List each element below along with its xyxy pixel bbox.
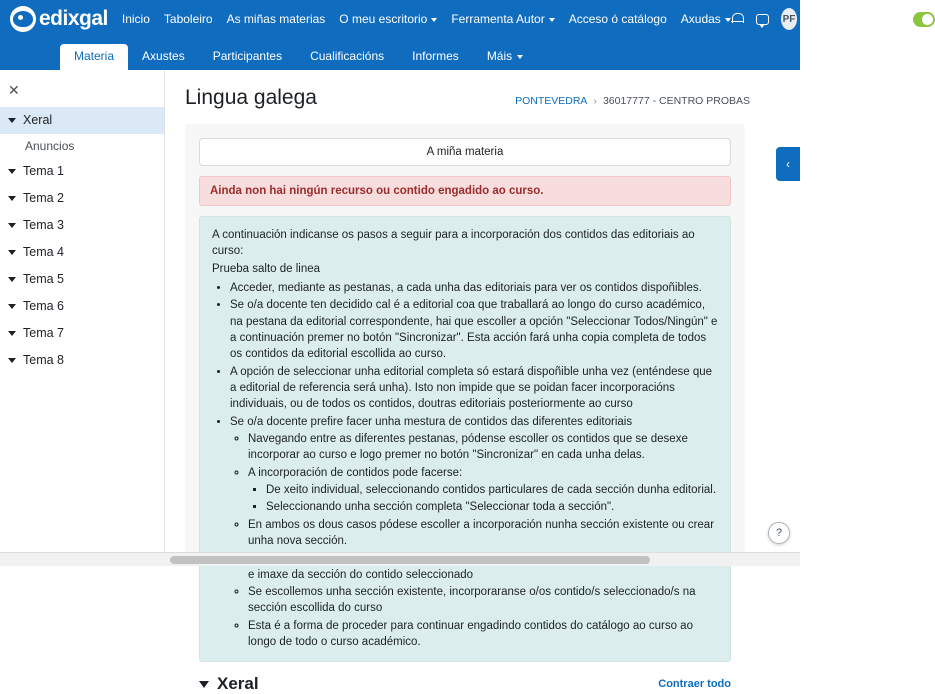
edit-mode-label: Modo de edición — [843, 5, 891, 33]
instruction-step-1: Acceder, mediante as pestanas, a cada unha das editoriais para ver os contidos dispoñibles. — [230, 281, 702, 294]
nav-item-taboleiro-label: Taboleiro — [163, 12, 213, 26]
tab-cualificacions-label: Cualificacións — [310, 49, 385, 63]
list-item — [230, 364, 718, 413]
chevron-down-icon[interactable] — [809, 18, 815, 22]
breadcrumb — [515, 95, 780, 107]
page-title: Lingua galega — [185, 86, 317, 109]
instructions-list — [212, 280, 718, 650]
open-block-drawer-button[interactable]: ‹ — [776, 147, 800, 181]
nav-item-o-meu-escritorio-label: O meu escritorio — [339, 12, 428, 26]
list-item — [248, 584, 718, 617]
instructions-sublist — [230, 431, 718, 650]
instruction-step-4: Se o/a docente prefire facer unha mestura de contidos das diferentes editoriais — [230, 415, 633, 428]
primary-nav — [122, 12, 731, 26]
avatar[interactable]: PF — [781, 8, 797, 30]
sidebar-item-tema-8-label: Tema 8 — [23, 353, 64, 367]
sidebar-item-tema-4[interactable] — [0, 239, 164, 266]
tab-axustes[interactable] — [128, 44, 199, 70]
close-drawer-button[interactable]: ✕ — [8, 82, 20, 98]
list-item — [248, 465, 718, 516]
list-item — [248, 431, 718, 464]
chevron-down-icon — [8, 250, 16, 255]
navbar-right-group — [731, 5, 935, 33]
chevron-down-icon — [8, 358, 16, 363]
list-item — [266, 499, 718, 515]
instruction-step-2: Se o/a docente ten decidido cal é a editorial coa que traballará ao longo do curso académico, na pestana da editorial correspondente, hai que escoller a opción "Seleccionar Todos/Ningún" e a continuación premer no botón "Sincronizar". Esta acción fará unha copia completa de todos os contidos da editorial escollida ao curso. — [230, 299, 718, 361]
chevron-down-icon — [199, 681, 209, 688]
nav-item-as-minas-materias[interactable] — [227, 12, 326, 26]
course-index-sidebar — [0, 70, 165, 566]
nav-item-axudas[interactable] — [681, 12, 731, 26]
navbar-divider — [829, 8, 830, 30]
tab-mais[interactable] — [473, 44, 537, 70]
chevron-down-icon — [8, 196, 16, 201]
course-tabs — [0, 38, 800, 70]
sidebar-item-tema-1-label: Tema 1 — [23, 164, 64, 178]
tab-informes-label: Informes — [412, 49, 459, 63]
nav-item-ferramenta-autor-label: Ferramenta Autor — [451, 12, 545, 26]
sidebar-item-xeral[interactable] — [0, 107, 164, 134]
list-item — [248, 618, 718, 651]
edit-mode-toggle[interactable] — [913, 12, 934, 27]
chevron-down-icon — [8, 304, 16, 309]
sidebar-item-tema-3[interactable] — [0, 212, 164, 239]
list-item — [266, 482, 718, 498]
tab-materia-label: Materia — [74, 49, 115, 63]
my-course-bar[interactable]: A miña materia — [199, 138, 731, 166]
section-title: Xeral — [217, 674, 259, 694]
chevron-down-icon — [517, 55, 523, 59]
chevron-down-icon — [8, 118, 16, 123]
instruction-step-4-4: e imaxe da sección do contido seleccionado — [248, 568, 474, 581]
nav-item-as-minas-materias-label: As miñas materias — [226, 12, 326, 26]
tab-cualificacions[interactable] — [296, 44, 398, 70]
nav-item-axudas-label: Axudas — [680, 12, 721, 26]
sidebar-item-tema-1[interactable] — [0, 158, 164, 185]
list-item — [230, 297, 718, 362]
sidebar-item-tema-5[interactable] — [0, 266, 164, 293]
chevron-down-icon — [8, 223, 16, 228]
sidebar-item-tema-6-label: Tema 6 — [23, 299, 64, 313]
chevron-down-icon — [431, 18, 437, 22]
sidebar-item-tema-2[interactable] — [0, 185, 164, 212]
edit-mode-group[interactable] — [844, 5, 935, 33]
top-navbar — [0, 0, 891, 38]
sidebar-item-tema-4-label: Tema 4 — [23, 245, 64, 259]
sidebar-item-tema-5-label: Tema 5 — [23, 272, 64, 286]
sidebar-item-anuncios-label: Anuncios — [25, 139, 75, 153]
section-header-xeral[interactable] — [199, 674, 731, 694]
tab-materia[interactable] — [60, 44, 128, 70]
horizontal-scrollbar-thumb[interactable] — [170, 556, 650, 564]
instruction-step-4-3: En ambos os dous casos pódese escoller a incorporación nunha sección existente ou crear unha nova sección. — [248, 518, 715, 547]
nav-item-acceso-catalogo-label: Acceso ó catálogo — [568, 12, 667, 26]
instruction-step-4-5: Se escollemos unha sección existente, incorporaranse o/os contido/s seleccionado/s na sección escollida do curso — [248, 585, 696, 615]
nav-item-ferramenta-autor[interactable] — [451, 12, 554, 26]
brand-name: edixgal — [39, 7, 108, 30]
breadcrumb-item-pontevedra[interactable]: PONTEVEDRA — [515, 95, 588, 107]
instructions-subsublist — [248, 482, 718, 516]
chevron-down-icon — [8, 331, 16, 336]
chevron-down-icon — [8, 169, 16, 174]
course-content-card — [185, 124, 745, 694]
tab-axustes-label: Axustes — [142, 49, 185, 63]
sidebar-item-tema-2-label: Tema 2 — [23, 191, 64, 205]
instructions-intro-line-1: A continuación indicanse os pasos a seguir para a incorporación dos contidos das editoriais ao curso: — [212, 229, 695, 258]
instructions-intro-line-2: Prueba salto de linea — [212, 262, 321, 275]
tab-participantes[interactable] — [199, 44, 296, 70]
chevron-down-icon — [549, 18, 555, 22]
list-item — [248, 517, 718, 550]
brand-logo-group[interactable] — [10, 6, 108, 32]
nav-item-inicio[interactable] — [122, 12, 150, 26]
main-content — [165, 70, 800, 694]
notifications-button[interactable] — [731, 10, 744, 28]
alert-no-content: Ainda non hai ningún recurso ou contido engadido ao curso. — [199, 176, 731, 206]
chevron-down-icon — [725, 18, 731, 22]
chat-icon — [756, 14, 769, 25]
tab-mais-label: Máis — [486, 49, 513, 63]
sidebar-item-tema-6[interactable] — [0, 293, 164, 320]
sidebar-item-anuncios[interactable] — [0, 134, 164, 158]
list-item — [230, 280, 718, 296]
horizontal-scrollbar[interactable] — [0, 552, 800, 566]
breadcrumb-separator-icon: › — [593, 95, 597, 107]
messages-button[interactable] — [756, 10, 769, 28]
help-button[interactable]: ? — [768, 522, 790, 544]
nav-item-o-meu-escritorio[interactable] — [339, 12, 437, 26]
sidebar-item-xeral-label: Xeral — [23, 113, 53, 127]
edixgal-logo-icon — [10, 6, 36, 32]
sidebar-item-tema-7-label: Tema 7 — [23, 326, 64, 340]
sidebar-item-tema-3-label: Tema 3 — [23, 218, 64, 232]
instruction-step-4-6: Esta é a forma de proceder para continuar engadindo contidos do catálogo ao curso ao longo de todo o curso académico. — [248, 619, 693, 648]
tab-participantes-label: Participantes — [212, 49, 283, 63]
breadcrumb-item-centro: 36017777 - CENTRO PROBAS — [602, 95, 750, 107]
nav-item-acceso-catalogo[interactable] — [569, 12, 667, 26]
list-item — [230, 414, 718, 651]
nav-item-taboleiro[interactable] — [164, 12, 213, 26]
page-body — [0, 70, 800, 694]
collapse-all-link[interactable]: Contraer todo — [658, 678, 731, 691]
sidebar-item-tema-8[interactable] — [0, 347, 164, 374]
bell-icon — [731, 13, 743, 25]
tab-informes[interactable] — [398, 44, 473, 70]
instruction-step-4-2-1: De xeito individual, seleccionando contidos particulares de cada sección dunha editorial. — [266, 483, 717, 496]
instruction-step-3: A opción de seleccionar unha editorial completa só estará dispoñible unha vez (enténdese que a editorial de referencia será unha). Isto non impide que se poidan facer incorporacións individuais, ou de todos os contidos, doutras editoriais posteriormente ao curso — [230, 365, 713, 411]
instruction-step-4-1: Navegando entre as diferentes pestanas, pódense escoller os contidos que se desexe incorporar ao curso e logo premer no botón "Sincronizar" en cada unha delas. — [248, 432, 688, 462]
main-header — [165, 70, 800, 110]
alert-instructions — [199, 216, 731, 662]
instruction-step-4-2-2: Seleccionando unha sección completa "Seleccionar toda a sección". — [266, 501, 615, 514]
nav-item-inicio-label: Inicio — [121, 12, 150, 26]
sidebar-item-tema-7[interactable] — [0, 320, 164, 347]
chevron-down-icon — [8, 277, 16, 282]
instruction-step-4-2: A incorporación de contidos pode facerse: — [248, 466, 463, 479]
